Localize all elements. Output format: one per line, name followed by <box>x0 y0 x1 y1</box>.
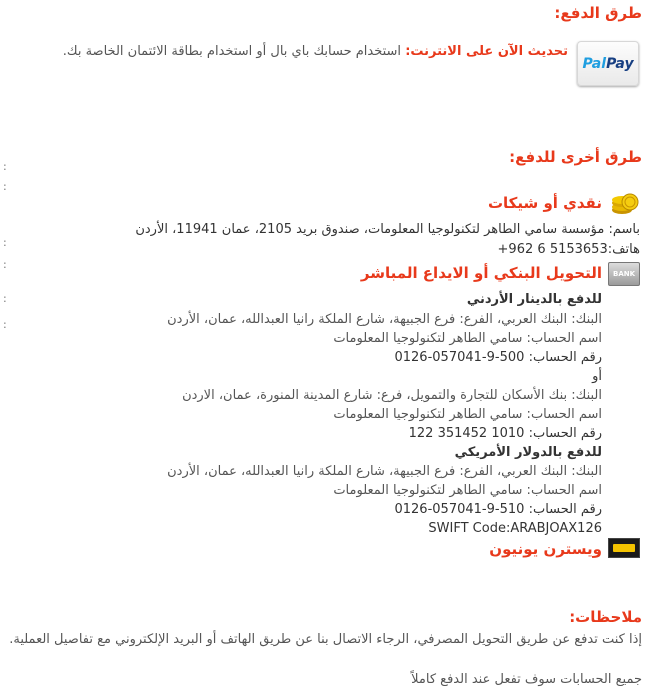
cash-heading: نقدي أو شيكات <box>487 194 602 212</box>
notes-line-1: إذا كنت تدفع عن طريق التحويل المصرفي، الرجاء الاتصال بنا عن طريق الهاتف أو البريد الإلكتروني مع تفاصيل العملية. <box>9 632 642 647</box>
margin-marker: : <box>3 236 7 249</box>
swift-code: SWIFT Code:ARABJOAX126 <box>428 521 602 536</box>
coins-icon <box>610 188 640 216</box>
margin-marker: : <box>3 160 7 173</box>
jod-account-name-1: اسم الحساب: سامي الطاهر لتكنولوجيا المعلومات <box>333 331 602 346</box>
paypal-logo-text-pal: Pal <box>582 55 607 72</box>
notes-title: ملاحظات: <box>569 608 642 626</box>
jod-bank-1: البنك: البنك العربي، الفرع: فرع الجبيهة، شارع الملكة رانيا العبدالله، عمان، الأردن <box>167 312 602 327</box>
jod-account-number-2: رقم الحساب: 1010 351452 122 <box>408 426 602 441</box>
jod-title: للدفع بالدينار الأردني <box>466 292 602 307</box>
usd-title: للدفع بالدولار الأمريكي <box>454 445 602 460</box>
bank-icon: BANK <box>608 262 640 286</box>
usd-account-name: اسم الحساب: سامي الطاهر لتكنولوجيا المعلومات <box>333 483 602 498</box>
western-union-icon <box>608 538 640 558</box>
usd-bank: البنك: البنك العربي، الفرع: فرع الجبيهة، شارع الملكة رانيا العبدالله، عمان، الأردن <box>167 464 602 479</box>
western-union-heading: ويسترن يونيون <box>489 540 602 558</box>
notes-line-2: جميع الحسابات سوف تفعل عند الدفع كاملاً <box>411 672 642 687</box>
paypal-heading: تحديث الآن على الانترنت: <box>405 44 568 59</box>
paypal-info <box>0 42 568 62</box>
other-methods-title: طرق أخرى للدفع: <box>509 148 642 166</box>
margin-marker: : <box>3 258 7 271</box>
margin-marker: : <box>3 180 7 193</box>
paypal-description: استخدام حسابك باي بال أو استخدام بطاقة الائتمان الخاصة بك. <box>62 44 402 59</box>
payment-methods-title: طرق الدفع: <box>554 4 642 22</box>
margin-marker: : <box>3 318 7 331</box>
or-separator: أو <box>592 369 602 384</box>
cash-line-1: باسم: مؤسسة سامي الطاهر لتكنولوجيا المعلومات، صندوق بريد 2105، عمان 11941، الأردن <box>135 222 640 237</box>
cash-line-2: هاتف:5153653 6 962+ <box>497 242 640 257</box>
jod-account-number-1: رقم الحساب: 500-9-057041-0126 <box>394 350 602 365</box>
paypal-logo[interactable] <box>577 41 639 86</box>
jod-account-name-2: اسم الحساب: سامي الطاهر لتكنولوجيا المعلومات <box>333 407 602 422</box>
usd-account-number: رقم الحساب: 510-9-057041-0126 <box>394 502 602 517</box>
jod-bank-2: البنك: بنك الأسكان للتجارة والتمويل، فرع: شارع المدينة المنورة، عمان، الاردن <box>182 388 602 403</box>
paypal-logo-text-pay: Pay <box>606 55 634 72</box>
margin-marker: : <box>3 292 7 305</box>
bank-transfer-heading: التحويل البنكي أو الايداع المباشر <box>360 264 602 282</box>
